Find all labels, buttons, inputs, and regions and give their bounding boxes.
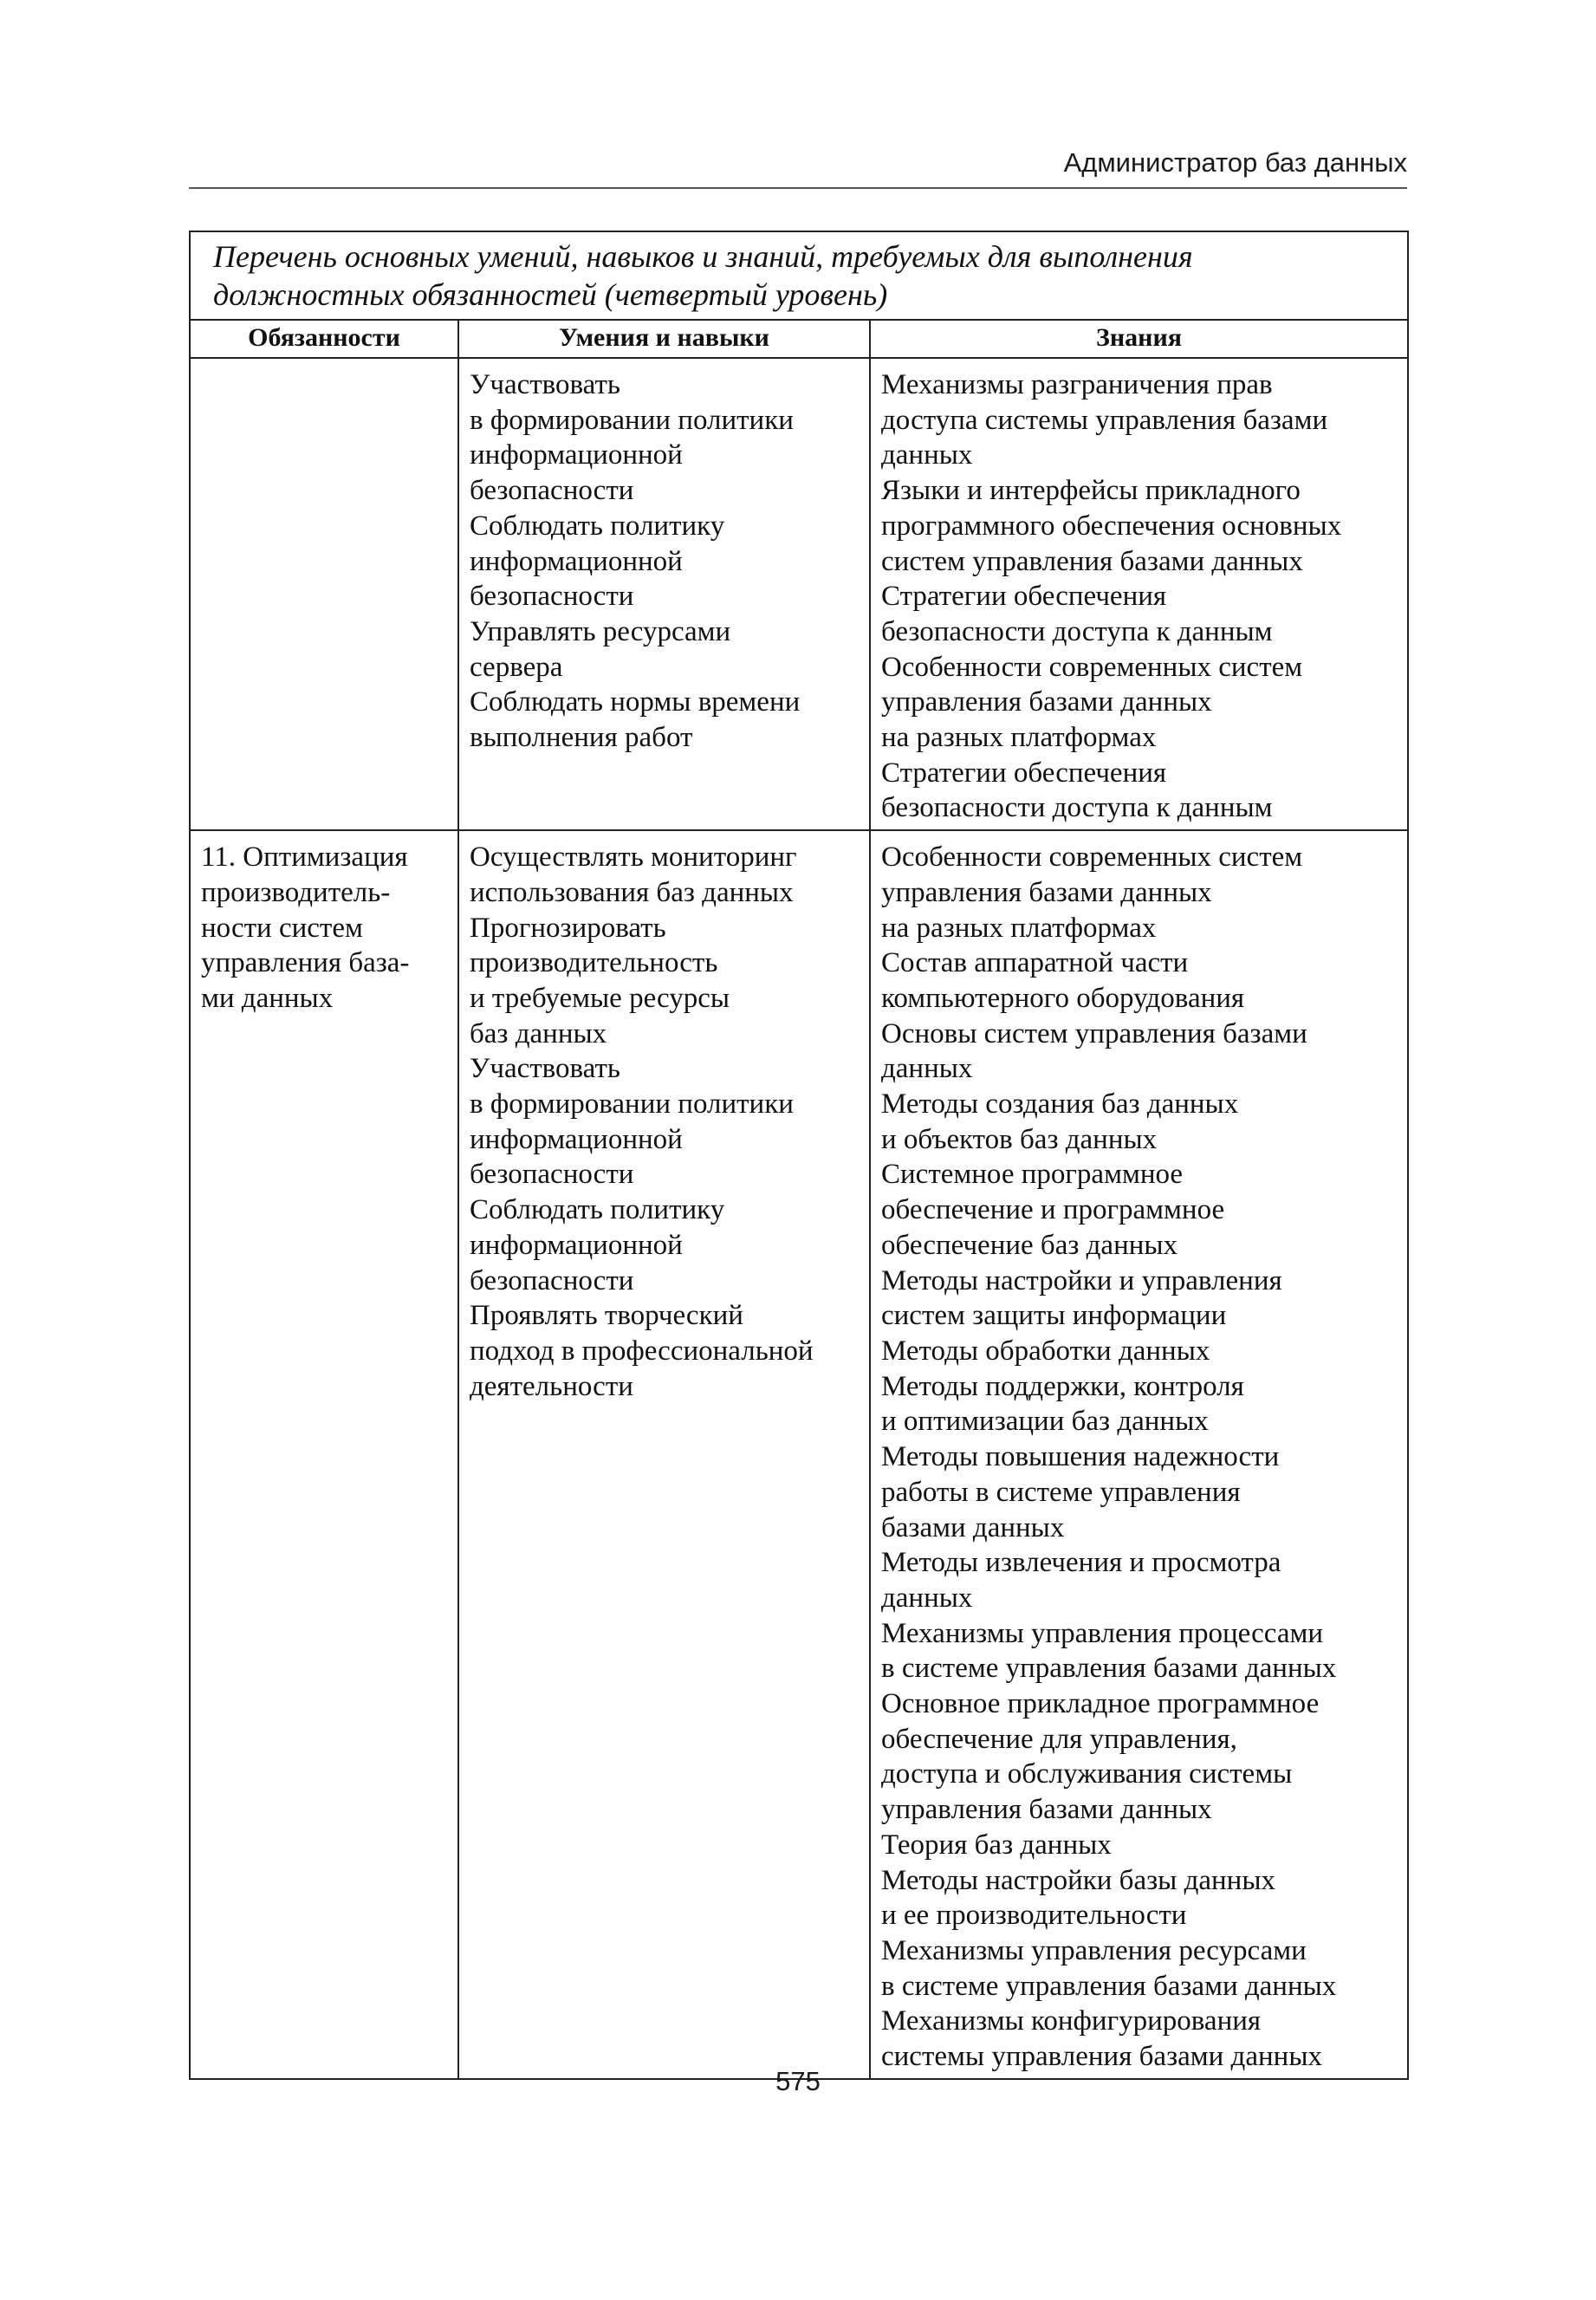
skills-cell xyxy=(458,358,870,830)
cell-line: Прогнозировать xyxy=(470,912,666,944)
cell-line: Основы систем управления базами xyxy=(881,1017,1307,1049)
cell-line: подход в профессиональной xyxy=(470,1335,814,1367)
cell-line: в формировании политики xyxy=(470,404,794,436)
cell-line: Механизмы конфигурирования xyxy=(881,2005,1262,2037)
cell-line: производительность xyxy=(470,947,718,979)
cell-line: безопасности доступа к данным xyxy=(881,792,1273,824)
cell-line: Состав аппаратной части xyxy=(881,947,1189,979)
cell-line: доступа и обслуживания системы xyxy=(881,1758,1293,1790)
cell-line: производитель- xyxy=(201,876,391,908)
cell-line: Управлять ресурсами xyxy=(470,615,731,647)
cell-line: информационной xyxy=(470,1229,683,1261)
table-row xyxy=(190,830,1408,2079)
cell-line: Теория баз данных xyxy=(881,1829,1112,1861)
cell-line: Методы обработки данных xyxy=(881,1335,1210,1367)
cell-line: базами данных xyxy=(881,1511,1065,1543)
cell-line: обеспечение для управления, xyxy=(881,1723,1237,1755)
cell-line: систем управления базами данных xyxy=(881,545,1303,577)
cell-line: данных xyxy=(881,439,973,471)
cell-line: безопасности xyxy=(470,581,634,613)
cell-line: информационной xyxy=(470,545,683,577)
cell-line: в системе управления базами данных xyxy=(881,1653,1337,1685)
cell-line: Методы настройки и управления xyxy=(881,1264,1282,1296)
cell-line: Стратегии обеспечения xyxy=(881,757,1167,789)
duty-cell xyxy=(190,358,458,830)
cell-line: деятельности xyxy=(470,1370,633,1402)
cell-line: безопасности доступа к данным xyxy=(881,615,1273,647)
cell-line: ности систем xyxy=(201,912,363,944)
cell-line: на разных платформах xyxy=(881,722,1157,754)
cell-line: и требуемые ресурсы xyxy=(470,982,730,1014)
cell-line: на разных платформах xyxy=(881,912,1157,944)
cell-line: управления базами данных xyxy=(881,876,1212,908)
cell-line: программного обеспечения основных xyxy=(881,510,1342,542)
table-caption-row xyxy=(190,231,1408,320)
caption-line: Перечень основных умений, навыков и знаний, требуемых для выполнения xyxy=(213,239,1193,274)
table-header-row xyxy=(190,320,1408,358)
cell-line: и оптимизации баз данных xyxy=(881,1406,1209,1438)
cell-line: ми данных xyxy=(201,982,334,1014)
cell-line: безопасности xyxy=(470,475,634,507)
cell-line: Особенности современных систем xyxy=(881,651,1303,683)
cell-line: Основное прикладное программное xyxy=(881,1688,1320,1720)
skills-knowledge-table xyxy=(189,231,1409,2080)
table-row xyxy=(190,358,1408,830)
cell-line: и объектов баз данных xyxy=(881,1123,1158,1155)
column-header-knowledge: Знания xyxy=(870,320,1408,358)
cell-line: Осуществлять мониторинг xyxy=(470,841,797,874)
cell-line: Методы повышения надежности xyxy=(881,1441,1280,1473)
cell-line: использования баз данных xyxy=(470,876,794,908)
header-divider xyxy=(189,187,1407,189)
cell-line: безопасности xyxy=(470,1159,634,1191)
duty-cell xyxy=(190,830,458,2079)
cell-line: Участвовать xyxy=(470,1053,620,1085)
column-header-skills: Умения и навыки xyxy=(458,320,870,358)
cell-line: информационной xyxy=(470,439,683,471)
cell-line: Соблюдать нормы времени xyxy=(470,686,801,718)
cell-line: Соблюдать политику xyxy=(470,1194,725,1226)
cell-line: Системное программное xyxy=(881,1159,1184,1191)
cell-line: Методы извлечения и просмотра xyxy=(881,1547,1281,1579)
cell-line: Участвовать xyxy=(470,369,620,400)
cell-line: Особенности современных систем xyxy=(881,841,1303,874)
column-header-duties: Обязанности xyxy=(190,320,458,358)
cell-line: Механизмы управления ресурсами xyxy=(881,1934,1307,1966)
knowledge-cell xyxy=(870,358,1408,830)
cell-line: 11. Оптимизация xyxy=(201,841,408,874)
cell-line: Стратегии обеспечения xyxy=(881,581,1167,613)
cell-line: систем защиты информации xyxy=(881,1300,1227,1332)
cell-line: сервера xyxy=(470,651,563,683)
cell-line: обеспечение и программное xyxy=(881,1194,1225,1226)
cell-line: информационной xyxy=(470,1123,683,1155)
cell-line: управления база- xyxy=(201,947,410,979)
cell-line: безопасности xyxy=(470,1264,634,1296)
cell-line: данных xyxy=(881,1053,973,1085)
cell-line: Методы создания баз данных xyxy=(881,1088,1239,1121)
cell-line: системы управления базами данных xyxy=(881,2041,1322,2073)
skills-cell xyxy=(458,830,870,2079)
cell-line: Механизмы управления процессами xyxy=(881,1617,1324,1649)
cell-line: компьютерного оборудования xyxy=(881,982,1245,1014)
caption-line: должностных обязанностей (четвертый уровень) xyxy=(213,277,888,312)
cell-line: Методы настройки базы данных xyxy=(881,1864,1276,1896)
cell-line: доступа системы управления базами xyxy=(881,404,1328,436)
cell-line: обеспечение баз данных xyxy=(881,1229,1178,1261)
cell-line: управления базами данных xyxy=(881,686,1212,718)
cell-line: баз данных xyxy=(470,1017,607,1049)
page-number: 575 xyxy=(775,2066,821,2096)
cell-line: Языки и интерфейсы прикладного xyxy=(881,475,1301,507)
cell-line: управления базами данных xyxy=(881,1794,1212,1826)
cell-line: и ее производительности xyxy=(881,1900,1187,1932)
cell-line: Методы поддержки, контроля xyxy=(881,1370,1244,1402)
cell-line: Проявлять творческий xyxy=(470,1300,743,1332)
knowledge-cell xyxy=(870,830,1408,2079)
cell-line: выполнения работ xyxy=(470,722,693,754)
cell-line: Соблюдать политику xyxy=(470,510,725,542)
table-caption xyxy=(190,231,1408,320)
cell-line: данных xyxy=(881,1582,973,1614)
cell-line: в формировании политики xyxy=(470,1088,794,1121)
cell-line: работы в системе управления xyxy=(881,1476,1241,1508)
cell-line: Механизмы разграничения прав xyxy=(881,369,1273,400)
cell-line: в системе управления базами данных xyxy=(881,1970,1337,2002)
running-head: Администратор баз данных xyxy=(1063,147,1407,178)
